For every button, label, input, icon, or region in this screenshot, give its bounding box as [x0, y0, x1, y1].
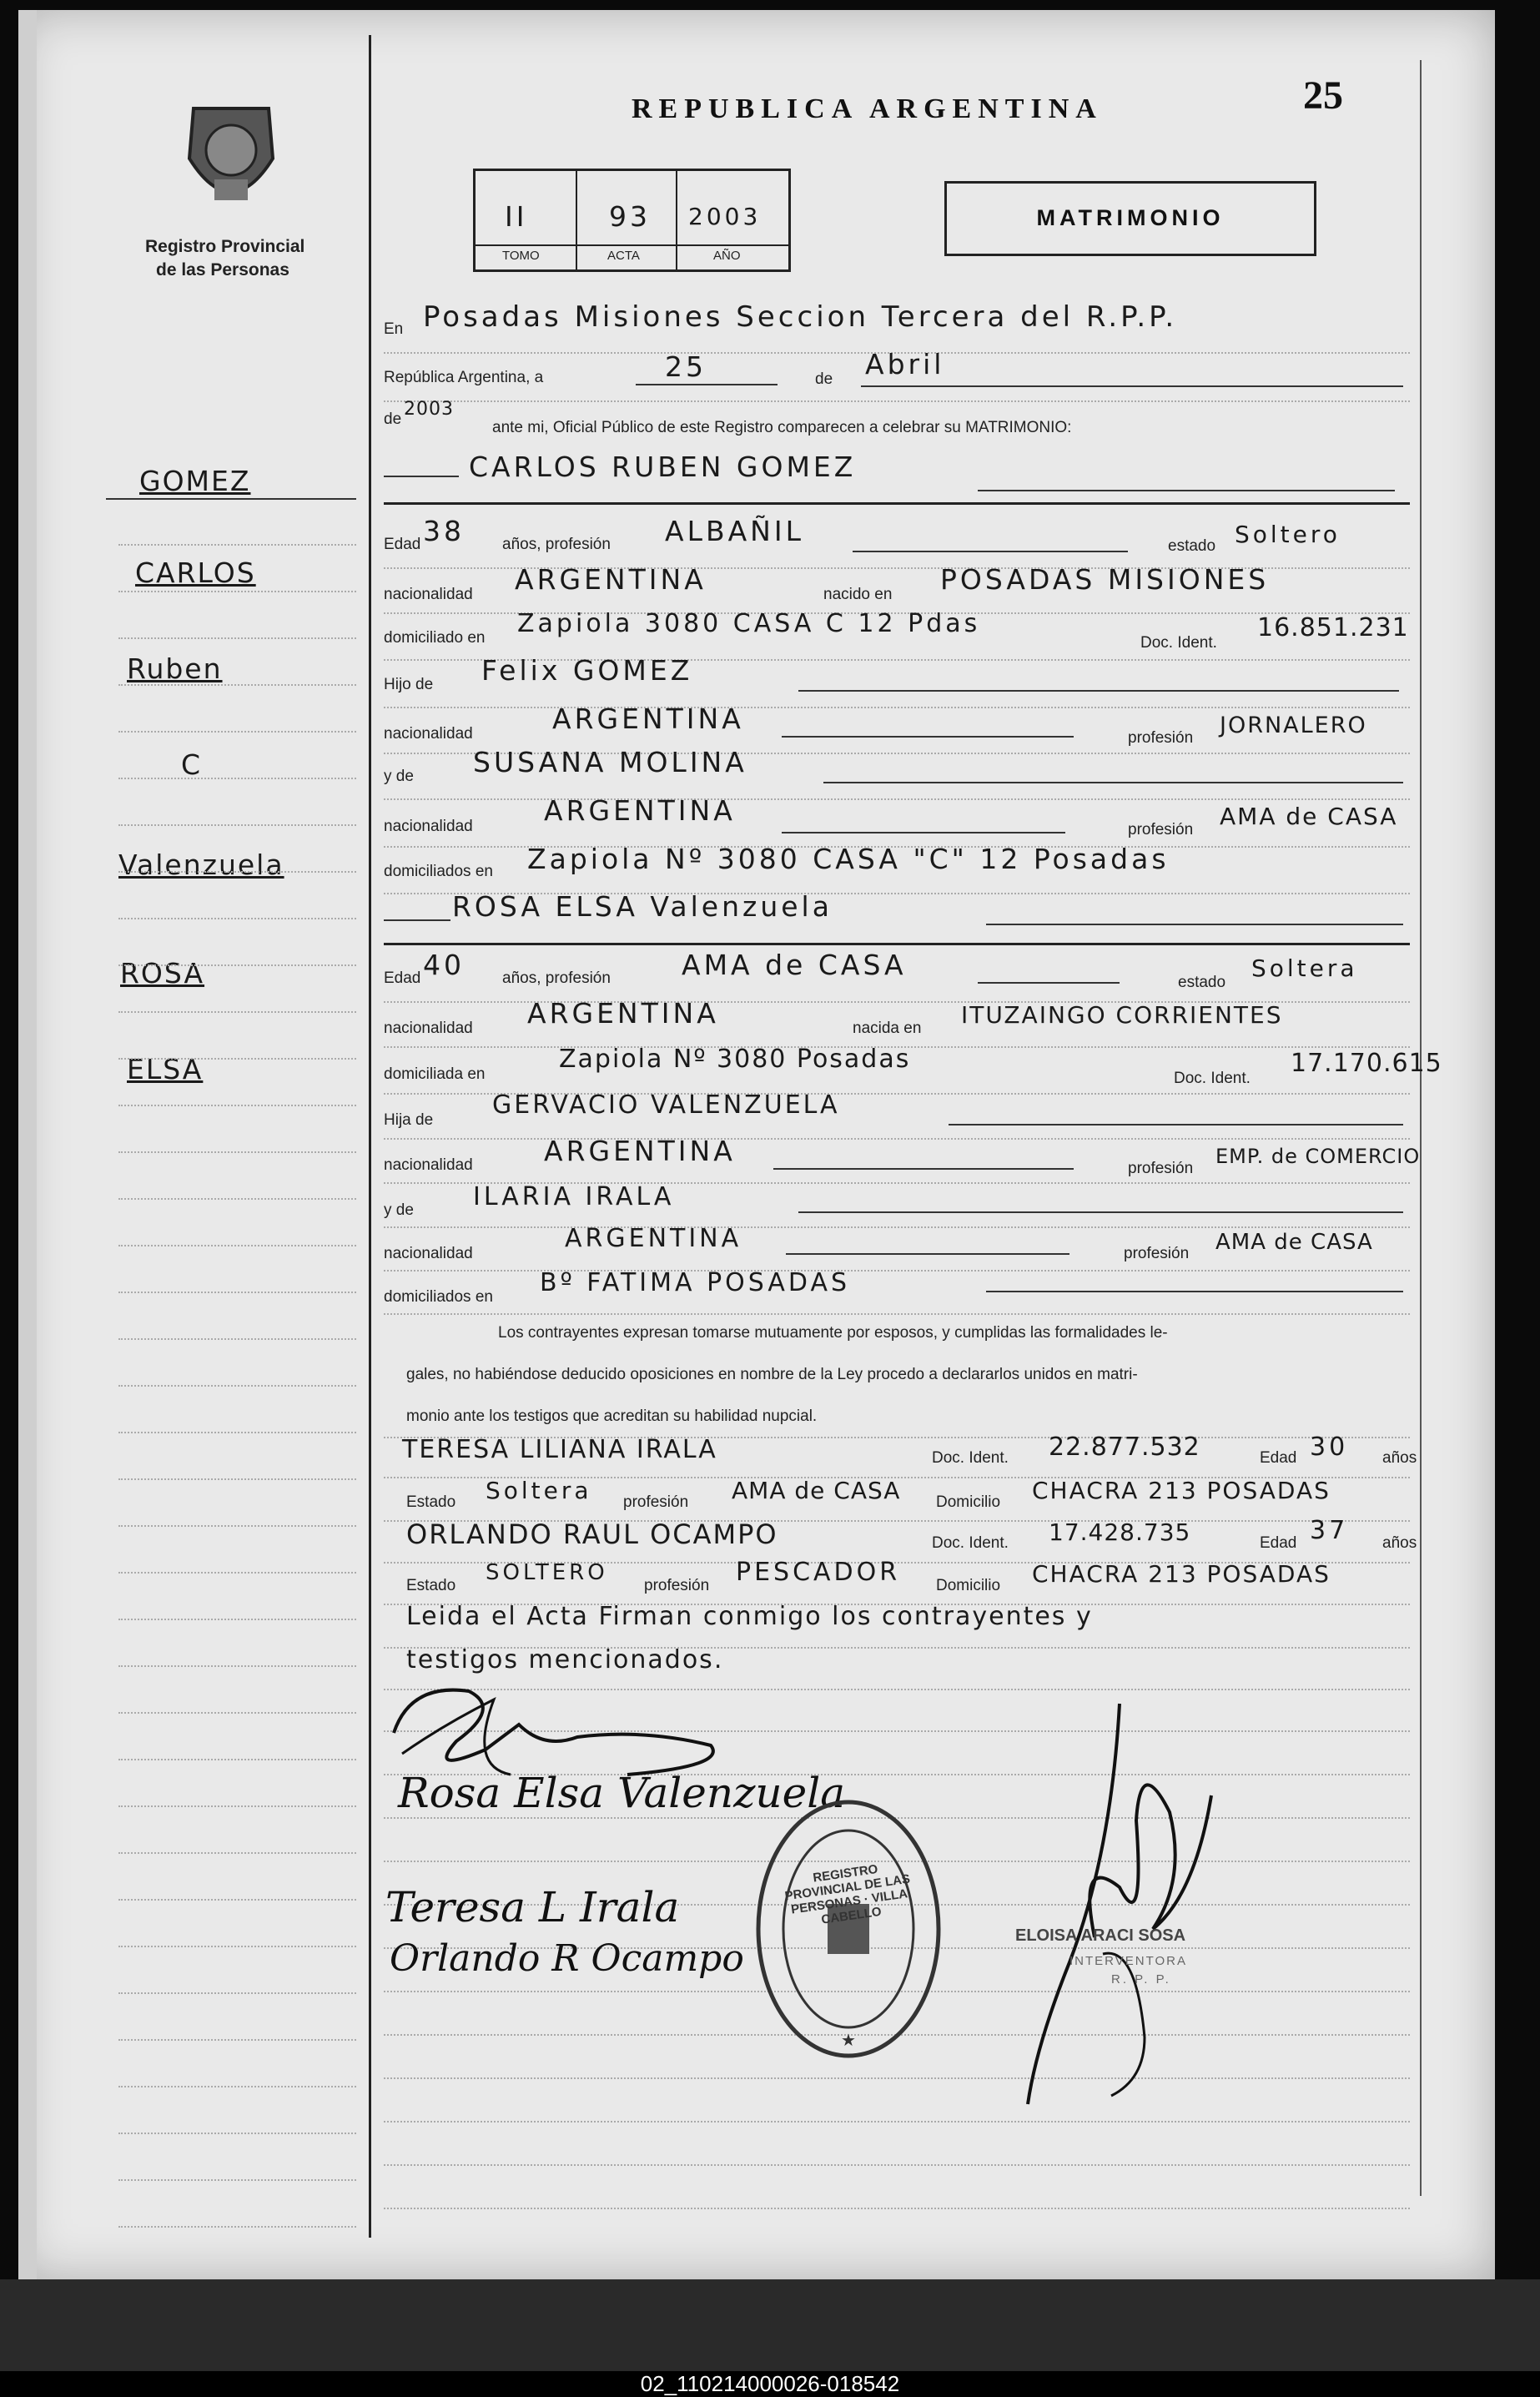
- groom-hijo-label: Hijo de: [384, 676, 434, 693]
- groom-padre-prof-label: profesión: [1128, 729, 1194, 747]
- witness1-doc-label: Doc. Ident.: [932, 1449, 1009, 1467]
- groom-nacido-label: nacido en: [823, 586, 893, 603]
- act-type: MATRIMONIO: [1036, 205, 1225, 230]
- bride-padre-prof: EMP. de COMERCIO: [1215, 1145, 1421, 1168]
- margin-ruled-line: [118, 1338, 356, 1340]
- groom-profesion: ALBAÑIL: [665, 515, 804, 547]
- margin-ruled-line: [118, 871, 356, 873]
- ruled-line: [384, 2077, 1410, 2079]
- margin-name-3: C: [181, 748, 203, 781]
- line: [978, 490, 1395, 491]
- margin-ruled-line: [118, 964, 356, 966]
- ruled-line: [384, 2121, 1410, 2123]
- margin-ruled-line: [118, 731, 356, 733]
- witness2-estado-label: Estado: [406, 1577, 456, 1594]
- registry-line1: Registro Provincial: [145, 237, 305, 256]
- witness2-edad-label: Edad: [1260, 1534, 1297, 1552]
- witness1-prof-label: profesión: [623, 1493, 689, 1511]
- margin-ruled-line: [118, 684, 356, 686]
- witness1-dom-label: Domicilio: [936, 1493, 1001, 1511]
- witness2-prof-label: profesión: [644, 1577, 710, 1594]
- bride-madre-prof: AMA de CASA: [1215, 1230, 1373, 1255]
- acta-label: ACTA: [607, 249, 640, 263]
- bride-edad-label: Edad: [384, 969, 421, 987]
- witness1-doc: 22.877.532: [1049, 1433, 1200, 1462]
- declaration-line3: monio ante los testigos que acreditan su habilidad nupcial.: [406, 1407, 818, 1425]
- margin-ruled-line: [118, 1899, 356, 1901]
- margin-ruled-line: [118, 1852, 356, 1854]
- witness2-edad: 37: [1310, 1516, 1349, 1545]
- witness1-estado-label: Estado: [406, 1493, 456, 1511]
- bride-nacida: ITUZAINGO CORRIENTES: [961, 1001, 1283, 1029]
- margin-ruled-line: [118, 2133, 356, 2134]
- bride-edad: 40: [423, 949, 465, 981]
- bride-padre-prof-label: profesión: [1128, 1160, 1194, 1177]
- margin-ruled-line: [118, 1525, 356, 1527]
- groom-padre-nac: ARGENTINA: [552, 702, 744, 735]
- ano-value: 2003: [688, 203, 762, 230]
- margin-ruled-line: [118, 1572, 356, 1574]
- registry-seal: [752, 1795, 944, 2062]
- bride-anos-label: años, profesión: [502, 969, 611, 987]
- witness2-prof: PESCADOR: [736, 1558, 901, 1587]
- margin-ruled-line: [118, 1759, 356, 1760]
- groom-yde-label: y de: [384, 768, 414, 785]
- bride-padre-nac-label: nacionalidad: [384, 1156, 473, 1174]
- groom-edad-label: Edad: [384, 536, 421, 553]
- image-caption: 02_110214000026-018542: [0, 2371, 1540, 2397]
- bride-madre-prof-label: profesión: [1124, 1245, 1190, 1262]
- line: [786, 1253, 1069, 1255]
- witness2-doc-label: Doc. Ident.: [932, 1534, 1009, 1552]
- groom-domicilio: Zapiola 3080 CASA C 12 Pdas: [517, 609, 981, 638]
- margin-ruled-line: [118, 1385, 356, 1387]
- de2-label: de: [384, 410, 402, 428]
- margin-name-1: CARLOS: [135, 556, 256, 589]
- de-label: de: [815, 370, 833, 388]
- witness2-name: ORLANDO RAUL OCAMPO: [406, 1518, 778, 1550]
- witness1-name: TERESA LILIANA IRALA: [402, 1435, 717, 1464]
- groom-nacionalidad: ARGENTINA: [515, 563, 707, 596]
- groom-madre-prof: AMA de CASA: [1220, 803, 1398, 830]
- intro-month: Abril: [865, 348, 945, 380]
- groom-edad: 38: [423, 515, 465, 547]
- groom-doc: 16.851.231: [1257, 613, 1409, 642]
- line: [782, 832, 1065, 833]
- margin-ruled-line: [118, 778, 356, 779]
- republica-label: República Argentina, a: [384, 369, 544, 386]
- bride-madre-nac: ARGENTINA: [565, 1224, 742, 1253]
- line: [798, 1211, 1403, 1213]
- svg-text:★: ★: [841, 2032, 856, 2050]
- dots: [384, 1226, 1410, 1228]
- margin-ruled-line: [118, 2086, 356, 2087]
- line: [823, 782, 1403, 783]
- line: [853, 551, 1128, 552]
- margin-ruled-line: [118, 1432, 356, 1433]
- bride-madre-nac-label: nacionalidad: [384, 1245, 473, 1262]
- en-label: En: [384, 320, 404, 338]
- line: [798, 690, 1399, 692]
- groom-madre-nac: ARGENTINA: [544, 794, 736, 827]
- margin-ruled-line: [118, 1011, 356, 1013]
- officer-title: INTERVENTORA: [1069, 1954, 1187, 1968]
- ruled-line: [384, 2164, 1410, 2166]
- bottom-strip: [0, 2279, 1540, 2371]
- bride-padres-dom-label: domiciliados en: [384, 1288, 493, 1306]
- margin-ruled-line: [118, 1946, 356, 1947]
- margin-name-4: Valenzuela: [118, 849, 284, 881]
- closing-line1: Leida el Acta Firman conmigo los contrayentes y: [406, 1602, 1093, 1631]
- margin-ruled-line: [118, 1058, 356, 1060]
- section-divider: [384, 502, 1410, 505]
- officer-name: ELOISA ARACI SOSA: [1015, 1926, 1186, 1945]
- line: [106, 498, 356, 500]
- page-number: 25: [1303, 73, 1343, 118]
- witness2-signature: Orlando R Ocampo: [390, 1937, 744, 1980]
- witness2-dom-label: Domicilio: [936, 1577, 1001, 1594]
- witness2-dom: CHACRA 213 POSADAS: [1032, 1560, 1331, 1588]
- groom-madre-nac-label: nacionalidad: [384, 818, 473, 835]
- groom-padre: Felix GOMEZ: [481, 654, 693, 687]
- witness1-dom: CHACRA 213 POSADAS: [1032, 1477, 1331, 1504]
- seal-text: REGISTRO PROVINCIAL DE LAS PERSONAS · VILLA CABELLO: [783, 1861, 911, 1927]
- line: [986, 924, 1403, 925]
- margin-ruled-line: [118, 1665, 356, 1667]
- margin-ruled-line: [118, 1619, 356, 1620]
- bride-madre: ILARIA IRALA: [473, 1182, 675, 1211]
- bride-nacionalidad: ARGENTINA: [527, 997, 719, 1030]
- margin-ruled-line: [118, 1478, 356, 1480]
- witness2-anos-label: años: [1382, 1534, 1417, 1552]
- tomo-value: II: [505, 200, 528, 233]
- bride-padres-dom: Bº FATIMA POSADAS: [540, 1268, 851, 1297]
- declaration-line1: Los contrayentes expresan tomarse mutuamente por esposos, y cumplidas las formalidades le-: [498, 1324, 1168, 1342]
- intro-year: 2003: [404, 399, 454, 420]
- witness2-doc: 17.428.735: [1049, 1518, 1191, 1546]
- groom-full-name: CARLOS RUBEN GOMEZ: [469, 451, 857, 483]
- bride-hija-label: Hija de: [384, 1111, 434, 1129]
- officer-signature: [1019, 1687, 1236, 2121]
- dots: [384, 1138, 1410, 1140]
- ante-text: ante mi, Oficial Público de este Registro comparecen a celebrar su MATRIMONIO:: [492, 419, 1072, 436]
- margin-ruled-line: [118, 1198, 356, 1200]
- margin-ruled-line: [118, 2179, 356, 2181]
- margin-surname: GOMEZ: [139, 465, 251, 497]
- act-type-box: [944, 181, 1316, 256]
- groom-dom-label: domiciliado en: [384, 629, 486, 647]
- line: [782, 736, 1074, 738]
- ano-label: AÑO: [713, 249, 741, 263]
- document-page: [18, 10, 1495, 2279]
- margin-ruled-line: [118, 824, 356, 826]
- witness1-estado: Soltera: [486, 1477, 592, 1504]
- page-binding: [18, 10, 37, 2279]
- ruled-line: [384, 2208, 1410, 2209]
- groom-padres-dom: Zapiola Nº 3080 CASA "C" 12 Posadas: [527, 843, 1170, 875]
- dots: [384, 1313, 1410, 1315]
- groom-madre: SUSANA MOLINA: [473, 746, 747, 778]
- acta-value: 93: [609, 200, 651, 233]
- bride-dom-label: domiciliada en: [384, 1065, 486, 1083]
- day-line: [636, 384, 778, 385]
- officer-sub: R. P. P.: [1111, 1972, 1171, 1987]
- line: [384, 919, 450, 921]
- margin-ruled-line: [118, 1151, 356, 1153]
- line: [978, 982, 1120, 984]
- margin-name-2: Ruben: [127, 652, 223, 685]
- bride-profesion: AMA de CASA: [682, 949, 907, 981]
- registry-line2: de las Personas: [156, 260, 289, 279]
- dots: [384, 798, 1410, 800]
- witness2-estado: SOLTERO: [486, 1560, 608, 1585]
- bride-doc-label: Doc. Ident.: [1174, 1070, 1251, 1087]
- bride-full-name: ROSA ELSA Valenzuela: [452, 890, 833, 923]
- margin-rule: [369, 35, 371, 2238]
- witness1-signature: Teresa L Irala: [385, 1883, 680, 1931]
- dots: [384, 707, 1410, 708]
- groom-padres-dom-label: domiciliados en: [384, 863, 493, 880]
- dots: [384, 400, 1410, 402]
- bride-estado: Soltera: [1251, 954, 1358, 982]
- bride-padre: GERVACIO VALENZUELA: [492, 1090, 840, 1120]
- margin-ruled-line: [118, 1105, 356, 1106]
- margin-ruled-line: [118, 637, 356, 639]
- bride-signature: Rosa Elsa Valenzuela: [398, 1769, 846, 1817]
- groom-padre-prof: JORNALERO: [1220, 713, 1367, 738]
- record-box: [473, 169, 791, 272]
- witness1-anos-label: años: [1382, 1449, 1417, 1467]
- margin-ruled-line: [118, 2226, 356, 2228]
- groom-nacido: POSADAS MISIONES: [940, 563, 1270, 596]
- bride-estado-label: estado: [1178, 974, 1226, 991]
- month-line: [861, 385, 1403, 387]
- tomo-label: TOMO: [502, 249, 540, 263]
- witness1-edad-label: Edad: [1260, 1449, 1297, 1467]
- groom-doc-label: Doc. Ident.: [1140, 634, 1217, 652]
- margin-name-6: ELSA: [127, 1053, 204, 1085]
- bride-yde-label: y de: [384, 1201, 414, 1219]
- witness1-edad: 30: [1310, 1433, 1349, 1462]
- bride-doc: 17.170.615: [1291, 1049, 1442, 1078]
- groom-madre-prof-label: profesión: [1128, 821, 1194, 838]
- section-divider: [384, 943, 1410, 945]
- intro-place: Posadas Misiones Seccion Tercera del R.P.P.: [423, 300, 1178, 334]
- line: [384, 476, 459, 477]
- margin-ruled-line: [118, 1805, 356, 1807]
- groom-nac-label: nacionalidad: [384, 586, 473, 603]
- groom-padre-nac-label: nacionalidad: [384, 725, 473, 743]
- dots: [384, 1270, 1410, 1272]
- margin-ruled-line: [118, 1245, 356, 1246]
- groom-estado: Soltero: [1235, 521, 1341, 548]
- bride-nac-label: nacionalidad: [384, 1020, 473, 1037]
- country-title: REPUBLICA ARGENTINA: [632, 93, 1103, 124]
- witness1-prof: AMA de CASA: [732, 1477, 901, 1504]
- intro-day: 25: [665, 350, 707, 383]
- margin-ruled-line: [118, 544, 356, 546]
- bride-nacida-label: nacida en: [853, 1020, 922, 1037]
- bride-padre-nac: ARGENTINA: [544, 1135, 736, 1167]
- margin-name-5: ROSA: [120, 957, 205, 990]
- margin-ruled-line: [118, 918, 356, 919]
- registry-logo: [177, 100, 285, 229]
- right-rule: [1420, 60, 1422, 2196]
- closing-line2: testigos mencionados.: [406, 1645, 724, 1674]
- groom-estado-label: estado: [1168, 537, 1216, 555]
- margin-ruled-line: [118, 2039, 356, 2041]
- groom-anos-label: años, profesión: [502, 536, 611, 553]
- margin-ruled-line: [118, 591, 356, 592]
- margin-ruled-line: [118, 1992, 356, 1994]
- margin-ruled-line: [118, 1292, 356, 1293]
- line: [986, 1291, 1403, 1292]
- declaration-line2: gales, no habiéndose deducido oposiciones en nombre de la Ley procedo a declararlos unidos en matri-: [406, 1366, 1138, 1383]
- line: [773, 1168, 1074, 1170]
- line: [949, 1124, 1403, 1125]
- bride-domicilio: Zapiola Nº 3080 Posadas: [559, 1045, 911, 1074]
- margin-ruled-line: [118, 1712, 356, 1714]
